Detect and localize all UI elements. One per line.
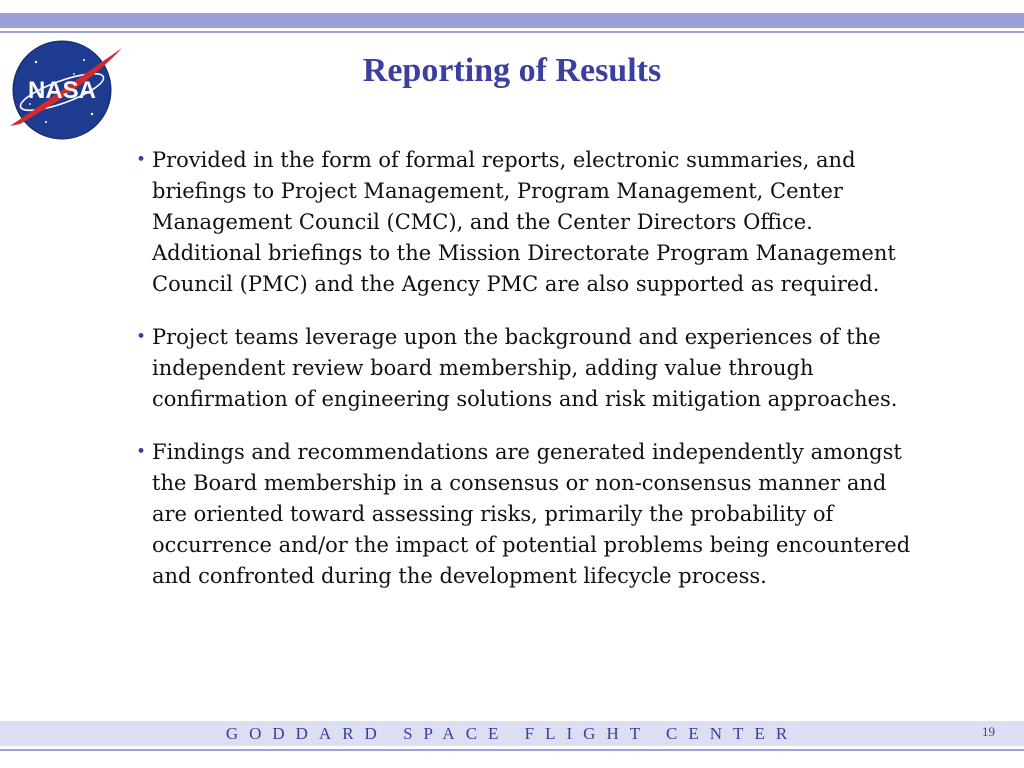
bullet-dot-icon: • xyxy=(136,150,147,170)
bullet-text: Findings and recommendations are generated independently amongst the Board membership in a consensus or non-consensus manner and are oriented toward assessing risks, primarily the probability of occurrence and/or the impact of potential problems being encountered and confronted during the development lifecycle process. xyxy=(152,440,911,588)
top-header-line xyxy=(0,31,1024,33)
bullet-list xyxy=(136,145,916,614)
slide-title: Reporting of Results xyxy=(362,52,662,89)
bullet-dot-icon: • xyxy=(136,442,147,462)
bullet-text: Project teams leverage upon the background and experiences of the independent review board membership, adding value through confirmation of engineering solutions and risk mitigation approaches. xyxy=(152,325,898,411)
bullet-item xyxy=(136,437,916,592)
page-number: 19 xyxy=(982,724,995,739)
bullet-text: Provided in the form of formal reports, electronic summaries, and briefings to Project Management, Program Management, Center Management Council (CMC), and the Center Directors Office. Additional briefings to the Mission Directorate Program Management Council (PMC) and the Agency PMC are also supported as required. xyxy=(152,148,896,296)
top-header-bar xyxy=(0,13,1024,28)
bullet-item xyxy=(136,322,916,415)
nasa-logo-text: NASA xyxy=(27,77,97,104)
bullet-dot-icon: • xyxy=(136,327,147,347)
bullet-item xyxy=(136,145,916,300)
footer-center-name: GODDARD SPACE FLIGHT CENTER xyxy=(225,724,799,743)
footer-line xyxy=(0,749,1024,751)
